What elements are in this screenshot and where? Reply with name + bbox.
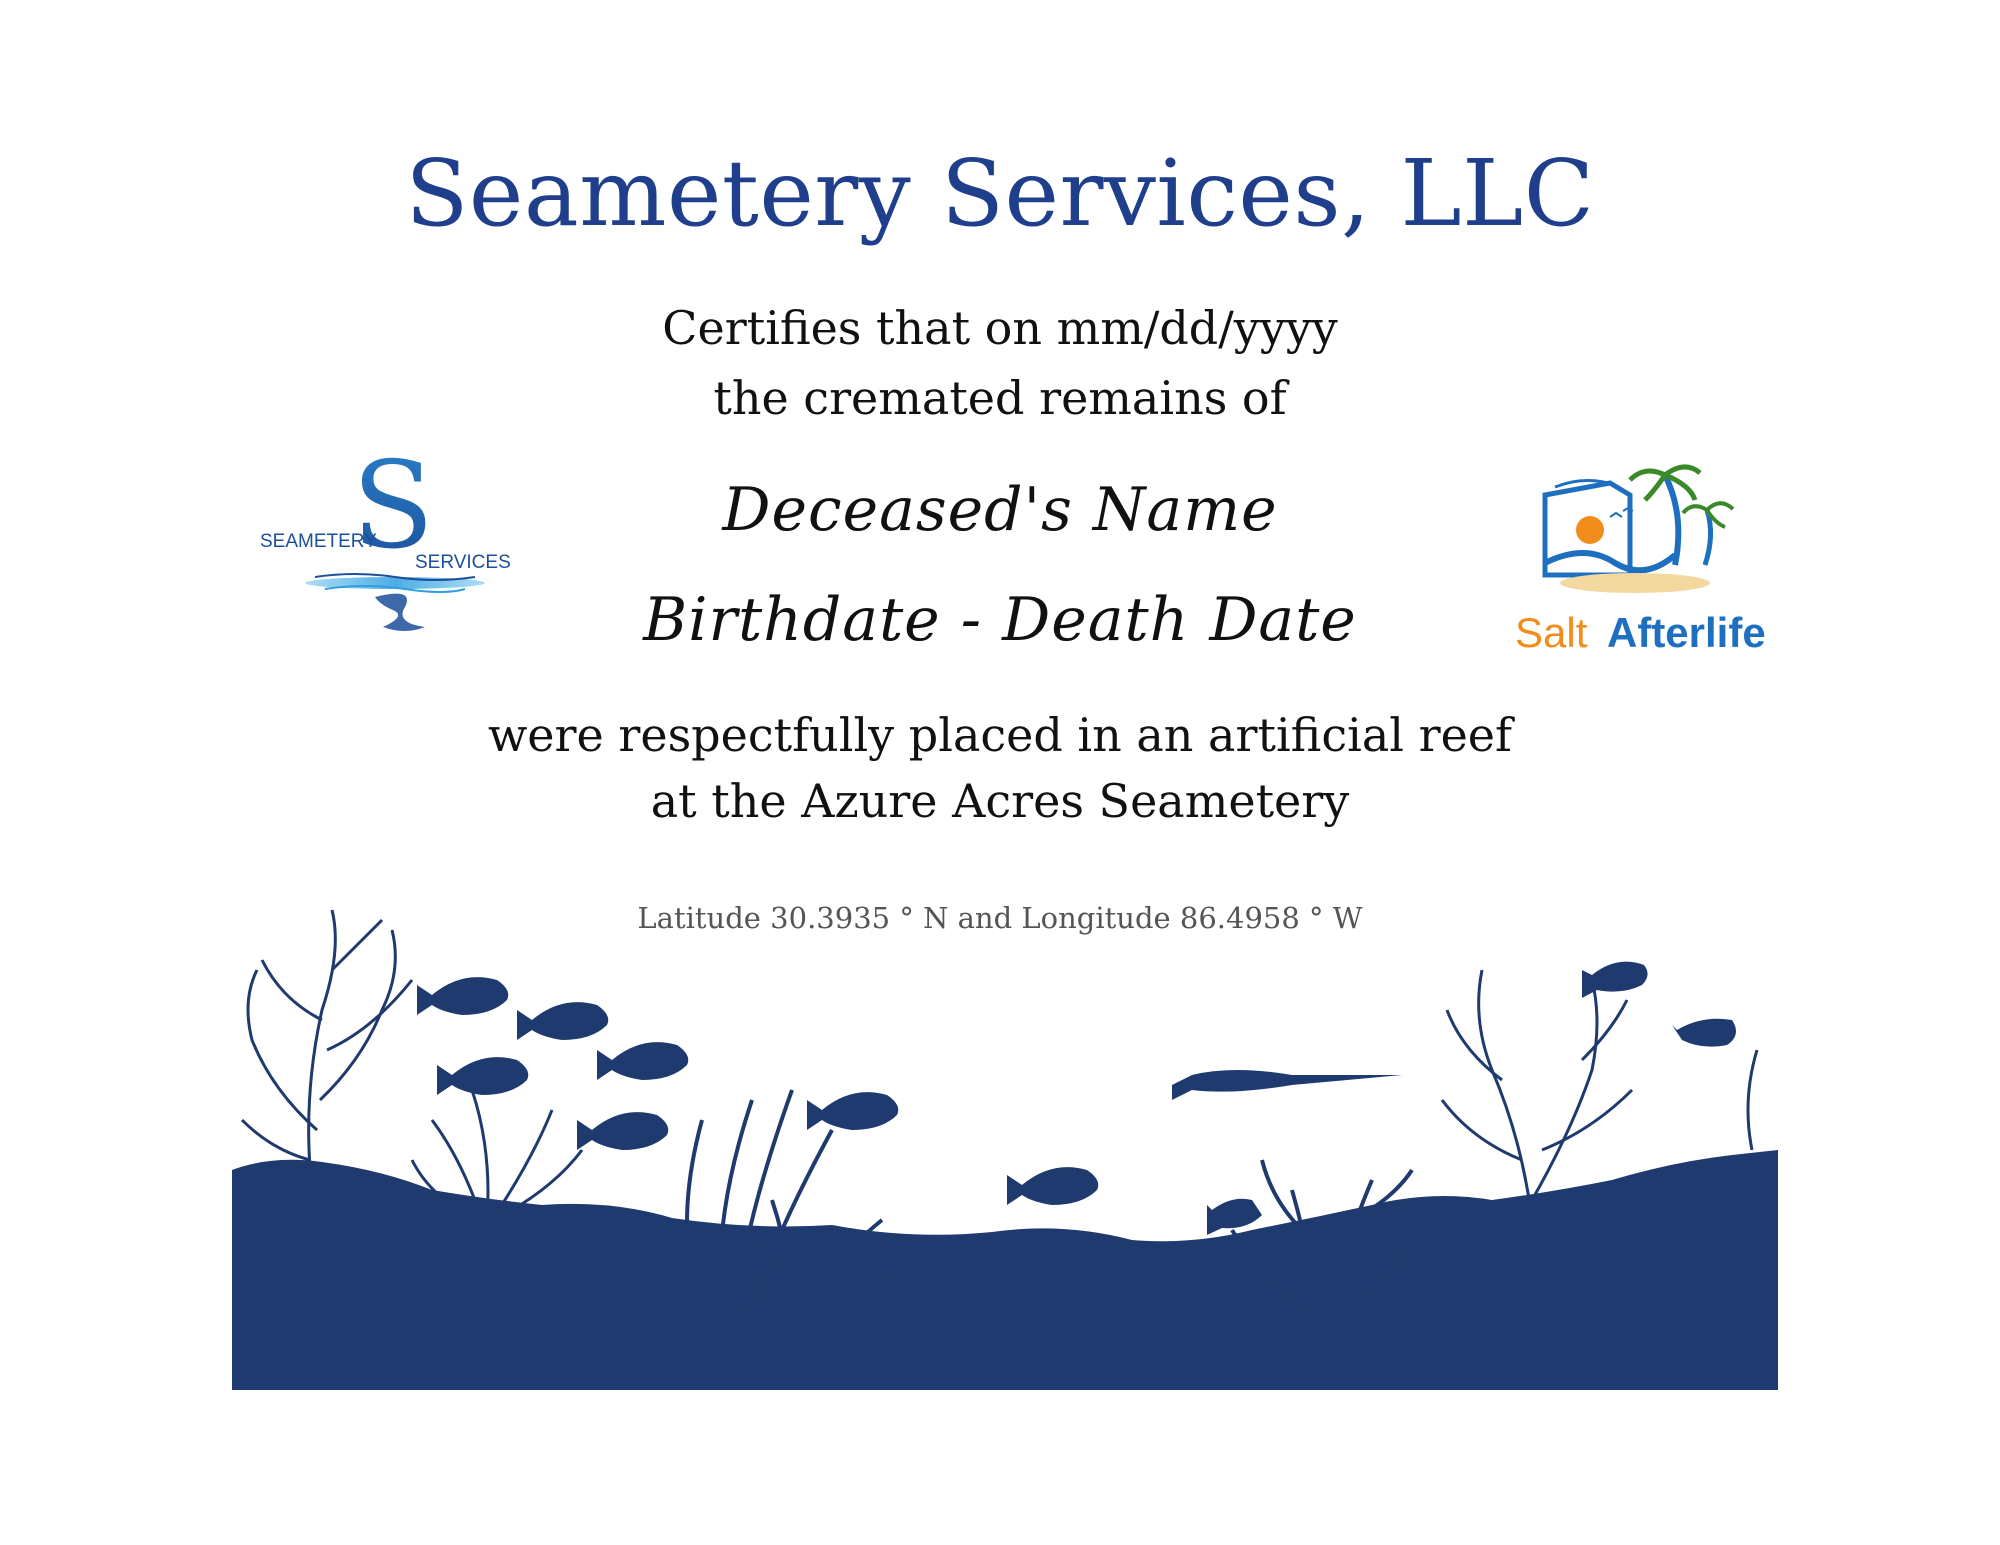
- salt-afterlife-logo: [1515, 455, 1805, 655]
- company-title: Seametery Services, LLC: [405, 140, 1595, 247]
- coral-left: [242, 910, 412, 1190]
- logo-word-services: SERVICES: [415, 552, 511, 573]
- certify-line: Certifies that on mm/dd/yyyy: [662, 301, 1338, 355]
- logo-word-seametery: SEAMETERY: [260, 531, 377, 552]
- life-dates: Birthdate - Death Date: [643, 585, 1357, 655]
- coordinates: Latitude 30.3935 ° N and Longitude 86.4958 ° W: [637, 901, 1363, 935]
- reef-illustration: [232, 900, 1778, 1390]
- deceased-name: Deceased's Name: [722, 475, 1278, 545]
- logo-word-afterlife: Afterlife: [1607, 609, 1766, 655]
- palm-tree-icon: [1665, 475, 1678, 565]
- placement-line: were respectfully placed in an artificial reef: [487, 708, 1513, 762]
- logo-word-salt: Salt: [1515, 609, 1588, 655]
- location-line: at the Azure Acres Seametery: [650, 774, 1350, 828]
- seametery-services-logo: [255, 455, 530, 645]
- sun-icon: [1576, 516, 1604, 544]
- remains-line: the cremated remains of: [713, 371, 1287, 425]
- logo-s-letter: S: [351, 455, 435, 576]
